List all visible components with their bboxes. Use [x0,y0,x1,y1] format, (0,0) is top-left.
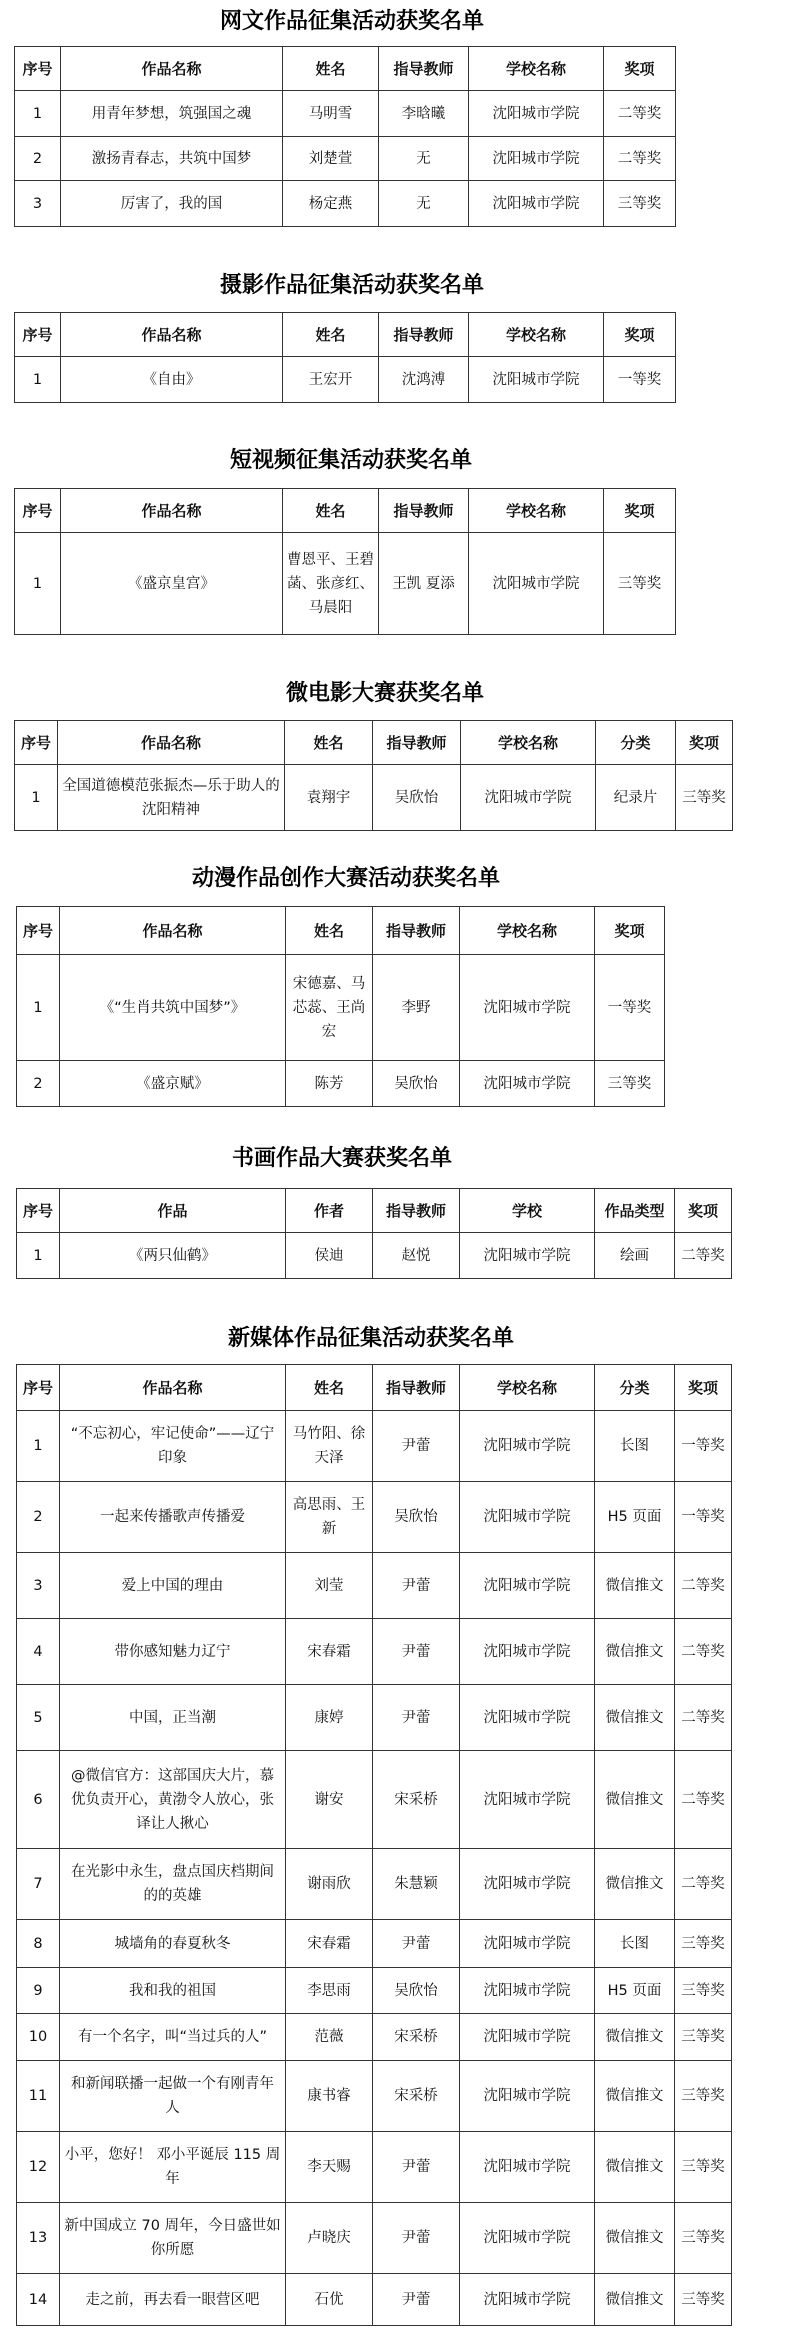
table-cell: 尹蕾 [373,1411,460,1482]
table-cell: 曹恩平、王碧菡、张彦红、马晨阳 [283,533,379,635]
column-header: 序号 [15,721,58,765]
table-cell: 尹蕾 [373,1553,460,1619]
table-cell: 三等奖 [675,2061,732,2132]
table-cell: 范薇 [286,2014,373,2061]
award-table [16,1364,732,2326]
table-row [15,765,733,831]
table-cell: 城墙角的春夏秋冬 [60,1920,286,1968]
table-row [17,1553,732,1619]
table-cell: 长图 [595,1411,675,1482]
table-cell: 谢安 [286,1751,373,1849]
table-cell: 微信推文 [595,1751,675,1849]
table-cell: 侯迪 [286,1233,373,1279]
table-cell: 二等奖 [675,1685,732,1751]
table-cell: 一起来传播歌声传播爱 [60,1482,286,1553]
table-cell: 沈阳城市学院 [460,1849,595,1920]
table-row [17,955,665,1061]
table-cell: 吴欣怡 [373,1968,460,2014]
table-cell: 卢晓庆 [286,2203,373,2274]
table-cell: 李晗曦 [379,91,469,137]
table-cell: 7 [17,1849,60,1920]
table-row [17,1751,732,1849]
table-cell: 1 [17,1411,60,1482]
table-row [17,2061,732,2132]
table-cell: 微信推文 [595,2132,675,2203]
table-cell: 沈鸿溥 [379,357,469,403]
table-cell: 微信推文 [595,2274,675,2326]
table-cell: 12 [17,2132,60,2203]
column-header: 作品名称 [58,721,285,765]
column-header: 学校 [460,1189,595,1233]
award-table [14,312,676,403]
table-cell: 沈阳城市学院 [460,1751,595,1849]
column-header: 指导教师 [373,1365,460,1411]
table-header-row [17,907,665,955]
section-title: 新媒体作品征集活动获奖名单 [228,1326,515,1351]
column-header: 序号 [15,47,61,91]
column-header: 学校名称 [469,313,604,357]
table-cell: @微信官方：这部国庆大片，慕优负责开心，黄渤令人放心，张译让人揪心 [60,1751,286,1849]
column-header: 序号 [17,1365,60,1411]
table-cell: 三等奖 [675,2014,732,2061]
section-title: 书画作品大赛获奖名单 [232,1146,453,1171]
table-cell: 马竹阳、徐天泽 [286,1411,373,1482]
column-header: 奖项 [675,1189,732,1233]
table-cell: 沈阳城市学院 [469,181,604,227]
column-header: 序号 [15,313,61,357]
column-header: 指导教师 [379,313,469,357]
table-cell: 沈阳城市学院 [460,2061,595,2132]
table-row [17,1968,732,2014]
award-table [14,46,676,227]
table-cell: 绘画 [595,1233,675,1279]
table-cell: 二等奖 [675,1553,732,1619]
table-cell: 二等奖 [675,1619,732,1685]
table-cell: 14 [17,2274,60,2326]
column-header: 学校名称 [460,1365,595,1411]
table-cell: 尹蕾 [373,2274,460,2326]
table-cell: 用青年梦想，筑强国之魂 [61,91,283,137]
table-cell: 8 [17,1920,60,1968]
table-cell: 沈阳城市学院 [460,2014,595,2061]
table-row [17,2274,732,2326]
table-cell: 二等奖 [675,1849,732,1920]
table-cell: 有一个名字，叫“当过兵的人” [60,2014,286,2061]
table-cell: 二等奖 [604,91,676,137]
table-cell: 激扬青春志，共筑中国梦 [61,137,283,181]
table-row [17,2203,732,2274]
table-cell: 在光影中永生，盘点国庆档期间的的英雄 [60,1849,286,1920]
table-cell: 《盛京赋》 [60,1061,286,1107]
column-header: 分类 [596,721,676,765]
column-header: 学校名称 [469,489,604,533]
table-row [17,1685,732,1751]
column-header: 姓名 [286,907,373,955]
column-header: 奖项 [676,721,733,765]
table-cell: “不忘初心，牢记使命”——辽宁印象 [60,1411,286,1482]
column-header: 学校名称 [461,721,596,765]
column-header: 指导教师 [373,721,461,765]
table-cell: 中国，正当潮 [60,1685,286,1751]
table-cell: 4 [17,1619,60,1685]
table-cell: 1 [15,357,61,403]
table-cell: 微信推文 [595,2203,675,2274]
column-header: 指导教师 [379,47,469,91]
table-cell: 微信推文 [595,1685,675,1751]
column-header: 作品名称 [61,47,283,91]
table-cell: 6 [17,1751,60,1849]
table-cell: 3 [15,181,61,227]
table-cell: 尹蕾 [373,1685,460,1751]
table-cell: H5 页面 [595,1482,675,1553]
column-header: 作品 [60,1189,286,1233]
table-header-row [15,313,676,357]
table-cell: 石优 [286,2274,373,2326]
table-cell: H5 页面 [595,1968,675,2014]
table-cell: 我和我的祖国 [60,1968,286,2014]
column-header: 序号 [17,907,60,955]
table-cell: 《两只仙鹤》 [60,1233,286,1279]
column-header: 指导教师 [373,907,460,955]
table-row [15,181,676,227]
table-row [17,1233,732,1279]
table-cell: 沈阳城市学院 [469,357,604,403]
table-cell: 厉害了，我的国 [61,181,283,227]
table-cell: 康婷 [286,1685,373,1751]
column-header: 姓名 [286,1365,373,1411]
table-row [15,137,676,181]
table-cell: 三等奖 [675,1968,732,2014]
column-header: 姓名 [285,721,373,765]
table-cell: 沈阳城市学院 [460,1685,595,1751]
table-cell: 《自由》 [61,357,283,403]
table-cell: 尹蕾 [373,1920,460,1968]
award-table [14,720,733,831]
table-row [17,1482,732,1553]
table-cell: 沈阳城市学院 [460,1411,595,1482]
table-cell: 2 [15,137,61,181]
table-cell: 微信推文 [595,1619,675,1685]
table-cell: 三等奖 [604,181,676,227]
table-header-row [15,489,676,533]
table-cell: 王凯 夏添 [379,533,469,635]
column-header: 奖项 [595,907,665,955]
table-cell: 沈阳城市学院 [460,1920,595,1968]
table-cell: 11 [17,2061,60,2132]
table-cell: 和新闻联播一起做一个有刚青年人 [60,2061,286,2132]
table-cell: 微信推文 [595,1849,675,1920]
column-header: 奖项 [675,1365,732,1411]
table-cell: 李思雨 [286,1968,373,2014]
table-cell: 吴欣怡 [373,765,461,831]
column-header: 作品名称 [60,907,286,955]
table-cell: 沈阳城市学院 [469,91,604,137]
table-cell: 沈阳城市学院 [461,765,596,831]
table-cell: 新中国成立 70 周年，今日盛世如你所愿 [60,2203,286,2274]
table-cell: 沈阳城市学院 [460,1061,595,1107]
table-cell: 1 [17,955,60,1061]
table-cell: 尹蕾 [373,2132,460,2203]
table-cell: 沈阳城市学院 [469,137,604,181]
table-cell: 三等奖 [604,533,676,635]
table-cell: 三等奖 [675,2203,732,2274]
column-header: 序号 [17,1189,60,1233]
table-cell: 《“生肖共筑中国梦”》 [60,955,286,1061]
column-header: 序号 [15,489,61,533]
table-cell: 赵悦 [373,1233,460,1279]
table-cell: 二等奖 [675,1751,732,1849]
table-cell: 带你感知魅力辽宁 [60,1619,286,1685]
table-cell: 沈阳城市学院 [460,2274,595,2326]
section-title: 微电影大赛获奖名单 [286,681,485,706]
table-cell: 小平，您好！ 邓小平诞辰 115 周年 [60,2132,286,2203]
table-cell: 1 [17,1233,60,1279]
table-cell: 三等奖 [676,765,733,831]
table-row [15,533,676,635]
table-cell: 高思雨、王新 [286,1482,373,1553]
table-cell: 宋春霜 [286,1920,373,1968]
column-header: 作品名称 [60,1365,286,1411]
table-row [17,1619,732,1685]
table-cell: 长图 [595,1920,675,1968]
column-header: 奖项 [604,47,676,91]
column-header: 指导教师 [379,489,469,533]
table-cell: 三等奖 [675,2132,732,2203]
table-cell: 10 [17,2014,60,2061]
table-row [17,1061,665,1107]
column-header: 作品名称 [61,313,283,357]
table-cell: 3 [17,1553,60,1619]
table-cell: 宋采桥 [373,2061,460,2132]
section-title: 网文作品征集活动获奖名单 [220,9,485,34]
table-cell: 朱慧颖 [373,1849,460,1920]
table-cell: 康书睿 [286,2061,373,2132]
column-header: 作者 [286,1189,373,1233]
table-cell: 沈阳城市学院 [460,2132,595,2203]
column-header: 姓名 [283,313,379,357]
table-cell: 吴欣怡 [373,1061,460,1107]
table-cell: 三等奖 [675,1920,732,1968]
table-cell: 王宏开 [283,357,379,403]
table-cell: 5 [17,1685,60,1751]
table-row [17,1920,732,1968]
table-cell: 杨定燕 [283,181,379,227]
column-header: 奖项 [604,313,676,357]
table-cell: 尹蕾 [373,1619,460,1685]
table-row [17,2014,732,2061]
table-cell: 一等奖 [604,357,676,403]
award-table [16,1188,732,1279]
award-table [14,488,676,635]
table-cell: 二等奖 [604,137,676,181]
table-cell: 李野 [373,955,460,1061]
column-header: 指导教师 [373,1189,460,1233]
table-cell: 刘楚萱 [283,137,379,181]
table-cell: 沈阳城市学院 [460,1233,595,1279]
table-cell: 刘莹 [286,1553,373,1619]
table-cell: 宋采桥 [373,1751,460,1849]
table-cell: 沈阳城市学院 [460,955,595,1061]
table-row [17,1849,732,1920]
table-cell: 宋德嘉、马芯蕊、王尚宏 [286,955,373,1061]
table-cell: 三等奖 [675,2274,732,2326]
column-header: 学校名称 [469,47,604,91]
table-cell: 二等奖 [675,1233,732,1279]
table-cell: 纪录片 [596,765,676,831]
column-header: 作品类型 [595,1189,675,1233]
table-header-row [17,1189,732,1233]
table-cell: 微信推文 [595,2014,675,2061]
table-cell: 2 [17,1482,60,1553]
table-row [17,2132,732,2203]
table-cell: 一等奖 [675,1411,732,1482]
column-header: 学校名称 [460,907,595,955]
table-cell: 一等奖 [595,955,665,1061]
table-cell: 袁翔宇 [285,765,373,831]
table-row [15,357,676,403]
table-cell: 无 [379,181,469,227]
table-cell: 无 [379,137,469,181]
table-cell: 13 [17,2203,60,2274]
section-title: 摄影作品征集活动获奖名单 [220,273,485,298]
table-cell: 李天赐 [286,2132,373,2203]
table-cell: 宋采桥 [373,2014,460,2061]
table-cell: 宋春霜 [286,1619,373,1685]
table-cell: 尹蕾 [373,2203,460,2274]
table-cell: 1 [15,765,58,831]
column-header: 分类 [595,1365,675,1411]
section-title: 短视频征集活动获奖名单 [230,448,473,473]
column-header: 姓名 [283,489,379,533]
table-cell: 《盛京皇宫》 [61,533,283,635]
table-row [17,1411,732,1482]
table-cell: 一等奖 [675,1482,732,1553]
table-row [15,91,676,137]
table-cell: 9 [17,1968,60,2014]
table-cell: 沈阳城市学院 [469,533,604,635]
table-cell: 沈阳城市学院 [460,1619,595,1685]
table-cell: 微信推文 [595,1553,675,1619]
table-cell: 全国道德模范张振杰—乐于助人的沈阳精神 [58,765,285,831]
table-cell: 走之前，再去看一眼营区吧 [60,2274,286,2326]
table-cell: 沈阳城市学院 [460,2203,595,2274]
table-cell: 陈芳 [286,1061,373,1107]
table-cell: 沈阳城市学院 [460,1482,595,1553]
table-cell: 1 [15,533,61,635]
table-header-row [15,721,733,765]
table-cell: 微信推文 [595,2061,675,2132]
table-cell: 沈阳城市学院 [460,1553,595,1619]
table-cell: 1 [15,91,61,137]
column-header: 姓名 [283,47,379,91]
section-title: 动漫作品创作大赛活动获奖名单 [192,866,501,891]
table-cell: 三等奖 [595,1061,665,1107]
table-cell: 谢雨欣 [286,1849,373,1920]
table-cell: 2 [17,1061,60,1107]
table-cell: 爱上中国的理由 [60,1553,286,1619]
table-cell: 沈阳城市学院 [460,1968,595,2014]
table-cell: 马明雪 [283,91,379,137]
table-header-row [17,1365,732,1411]
table-header-row [15,47,676,91]
award-table [16,906,665,1107]
column-header: 作品名称 [61,489,283,533]
table-cell: 吴欣怡 [373,1482,460,1553]
column-header: 奖项 [604,489,676,533]
